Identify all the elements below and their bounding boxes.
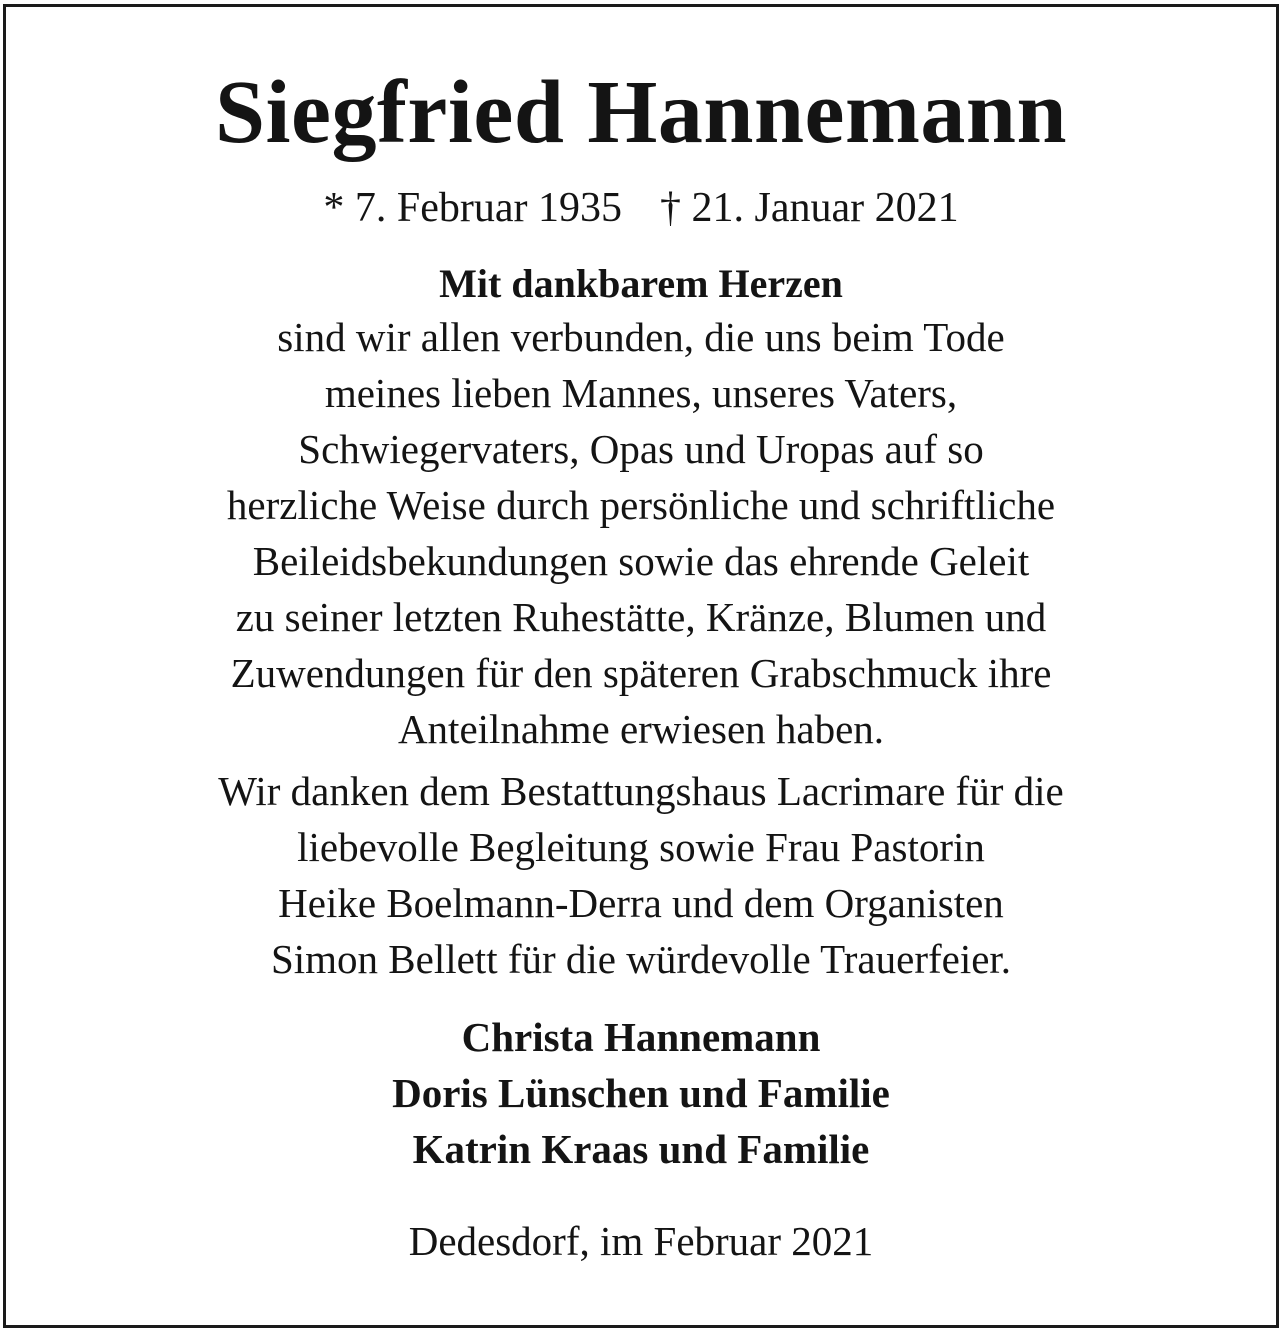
life-dates	[6, 183, 1276, 233]
text-line: sind wir allen verbunden, die uns beim Tode	[277, 314, 1005, 360]
signer: Doris Lünschen und Familie	[392, 1070, 890, 1116]
signers-list	[6, 1009, 1276, 1177]
text-line: Schwiegervaters, Opas und Uropas auf so	[298, 426, 984, 472]
signer: Katrin Kraas und Familie	[412, 1126, 870, 1172]
birth-date: * 7. Februar 1935	[323, 185, 622, 231]
text-line: Heike Boelmann-Derra und dem Organisten	[278, 880, 1004, 926]
text-line: Simon Bellett für die würdevolle Trauerfeier.	[270, 936, 1012, 982]
deceased-name: Siegfried Hannemann	[214, 63, 1068, 162]
text-line: Anteilnahme erwiesen haben.	[397, 706, 885, 752]
thanks-paragraph	[6, 309, 1276, 757]
text-line: liebevolle Begleitung sowie Frau Pastorin	[297, 824, 985, 870]
signer: Christa Hannemann	[461, 1014, 821, 1060]
death-date: † 21. Januar 2021	[660, 185, 959, 231]
thanks-heading: Mit dankbarem Herzen	[439, 261, 843, 306]
text-line: zu seiner letzten Ruhestätte, Kränze, Blumen und	[235, 594, 1047, 640]
text-line: Zuwendungen für den späteren Grabschmuck ihre	[230, 650, 1052, 696]
place-date: Dedesdorf, im Februar 2021	[408, 1218, 874, 1264]
text-line: herzliche Weise durch persönliche und schriftliche	[226, 482, 1056, 528]
text-line: Beileidsbekundungen sowie das ehrende Geleit	[252, 538, 1030, 584]
text-line: Wir danken dem Bestattungshaus Lacrimare für die	[218, 768, 1064, 814]
acknowledgement-paragraph	[6, 763, 1276, 987]
obituary-notice	[3, 4, 1279, 1328]
text-line: meines lieben Mannes, unseres Vaters,	[324, 370, 958, 416]
